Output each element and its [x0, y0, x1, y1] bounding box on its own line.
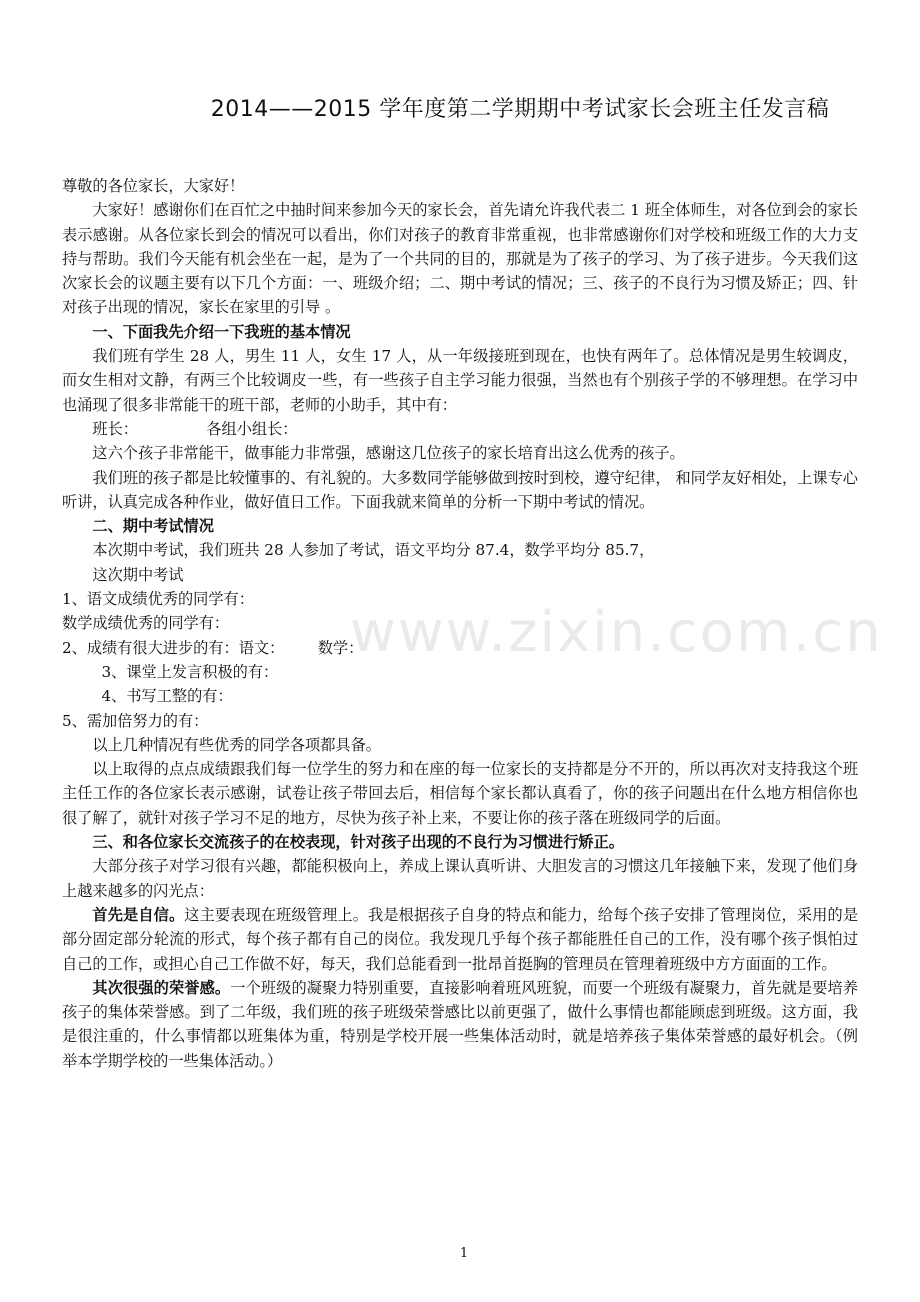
heading-section-3: 三、和各位家长交流孩子的在校表现，针对孩子出现的不良行为习惯进行矫正。: [92, 833, 624, 852]
list-item-2: [62, 636, 858, 660]
greeting: 尊敬的各位家长，大家好！: [62, 177, 245, 195]
paragraph-interest: 大部分孩子对学习很有兴趣，都能积极向上，养成上课认真听讲、大胆发言的习惯这几年接触下来，发现了他们身上越来越多的闪光点：: [62, 857, 858, 900]
honor-heading: 其次很强的荣誉感。: [92, 978, 231, 997]
paragraph-intro: 大家好！感谢你们在百忙之中抽时间来参加今天的家长会，首先请允许我代表二 1 班全体师生，对各位到会的家长表示感谢。从各位家长到会的情况可以看出，你们对孩子的教育非常重视，也非常感谢你们对学校和班级工作的大力支持与帮助。我们今天能有机会坐在一起，是为了一个共同的目的，那就是为了孩子的学习、为了孩子进步。今天我们这次家长会的议题主要有以下几个方面：一、班级介绍；二、期中考试的情况；三、孩子的不良行为习惯及矫正；四、针对孩子出现的情况，家长在家里的引导 。: [62, 201, 858, 317]
confidence-heading: 首先是自信。: [92, 905, 185, 924]
list-item-3: 3、课堂上发言积极的有：: [101, 662, 279, 681]
paragraph-gratitude: 以上取得的点点成绩跟我们每一位学生的努力和在座的每一位家长的支持都是分不开的，所以再次对支持我这个班主任工作的各位家长表示感谢，试卷让孩子带回去后，相信每个家长都认真看了，你的孩子问题出在什么地方相信你也很了解了，就针对孩子学习不足的地方，尽快为孩子补上来，不要让你的孩子落在班级同学的后面。: [62, 760, 858, 827]
paragraph-exam-intro: 这次期中考试: [92, 565, 184, 584]
document-body: [62, 174, 858, 1073]
honor-text: 一个班级的凝聚力特别重要，直接影响着班风班貌，而要一个班级有凝聚力，首先就是要培养孩子的集体荣誉感。到了二年级，我们班的孩子班级荣誉感比以前更强了，做什么事情也都能顾虑到班级。这方面，我是很注重的，什么事情都以班集体为重，特别是学校开展一些集体活动时，就是培养孩子集体荣誉感的最好机会。（例举本学期学校的一些集体活动。）: [62, 978, 859, 1070]
page-number: 1: [459, 1246, 469, 1261]
paragraph-behavior: 我们班的孩子都是比较懂事的、有礼貌的。大多数同学能够做到按时到校，遵守纪律， 和同学友好相处，上课专心听讲，认真完成各种作业，做好值日工作。下面我就来简单的分析一下期中考试的情况。: [62, 468, 858, 511]
list-item-4: 4、书写工整的有：: [101, 687, 233, 706]
paragraph-leaders: [62, 417, 858, 441]
progress-chinese-label: 2、成绩有很大进步的有：语文：: [62, 638, 285, 657]
paragraph-honor: [62, 976, 858, 1073]
document-title: 2014——2015 学年度第二学期期中考试家长会班主任发言稿: [210, 97, 830, 122]
list-item-5: 5、需加倍努力的有：: [62, 711, 209, 730]
list-item-1b: 数学成绩优秀的同学有：: [62, 614, 230, 633]
monitor-label: 班长：: [92, 419, 138, 438]
list-item-1: 1、语文成绩优秀的同学有：: [62, 590, 254, 609]
progress-math-label: 数学：: [317, 638, 364, 657]
heading-section-2: 二、期中考试情况: [92, 517, 214, 536]
heading-section-1: 一、下面我先介绍一下我班的基本情况: [92, 322, 351, 341]
paragraph-exam-scores: 本次期中考试，我们班共 28 人参加了考试，语文平均分 87.4，数学平均分 85.7，: [92, 541, 655, 560]
paragraph-summary: 以上几种情况有些优秀的同学各项都具备。: [92, 735, 381, 754]
confidence-text: 这主要表现在班级管理上。我是根据孩子自身的特点和能力，给每个孩子安排了管理岗位，采用的是部分固定部分轮流的形式，每个孩子都有自己的岗位。我发现几乎每个孩子都能胜任自己的工作，没有哪个孩子惧怕过自己的工作，或担心自己工作做不好，每天，我们总能看到一批昂首挺胸的管理员在管理着班级中方方面面的工作。: [62, 905, 859, 973]
group-leader-label: 各组小组长：: [206, 419, 298, 438]
paragraph-confidence: [62, 903, 858, 976]
paragraph-class-info: 我们班有学生 28 人，男生 11 人，女生 17 人，从一年级接班到现在，也快有两年了。总体情况是男生较调皮，而女生相对文静，有两三个比较调皮一些，有一些孩子自主学习能力很强，当然也有个别孩子学的不够理想。在学习中也涌现了很多非常能干的班干部，老师的小助手，其中有：: [62, 347, 858, 414]
watermark: www.zixin.com.cn: [350, 600, 883, 665]
paragraph-thanks-six: 这六个孩子非常能干，做事能力非常强，感谢这几位孩子的家长培育出这么优秀的孩子。: [92, 444, 685, 463]
